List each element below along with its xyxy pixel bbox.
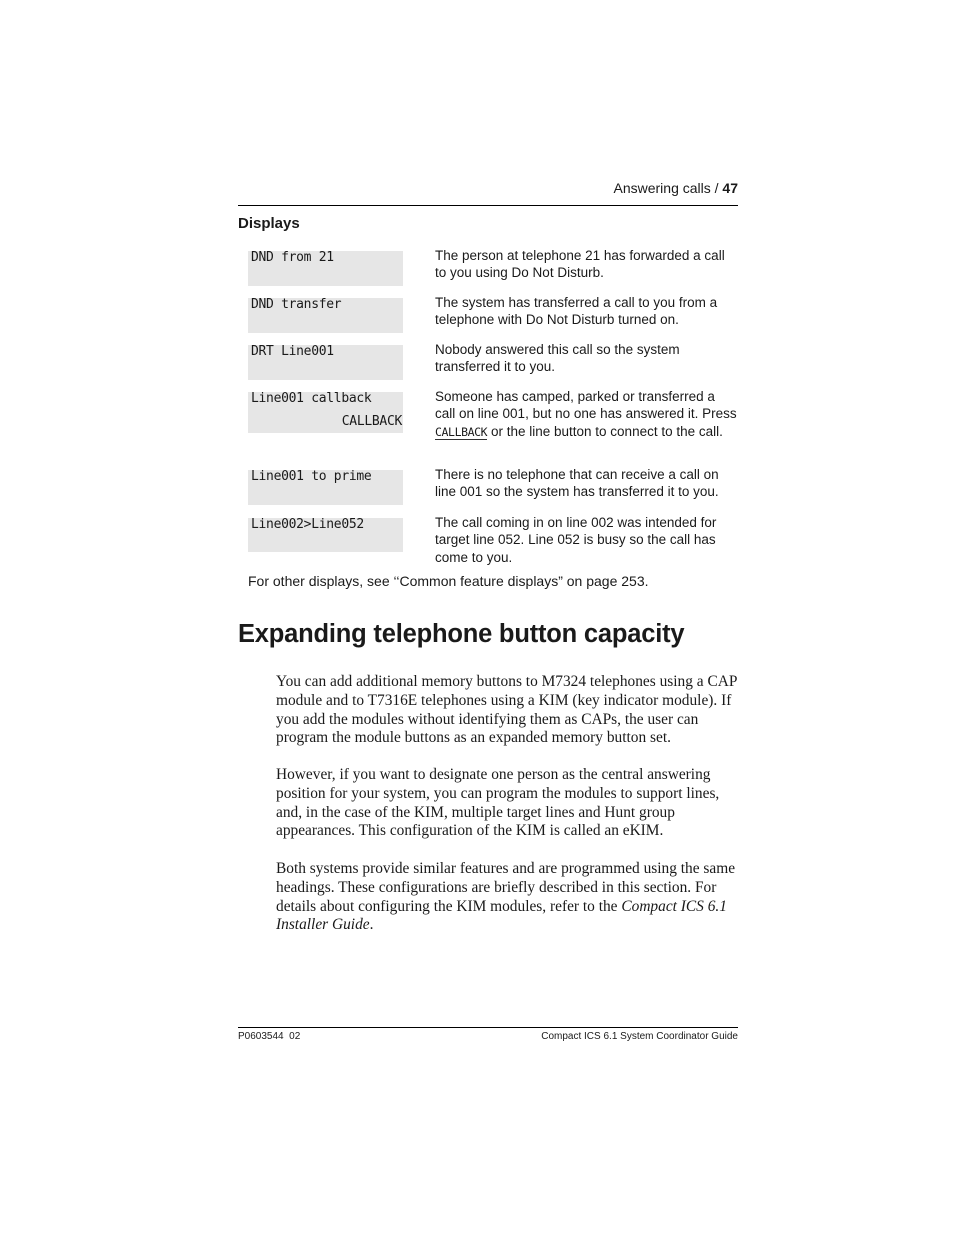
callback-softkey: CALLBACK bbox=[435, 424, 488, 439]
page-number: 47 bbox=[722, 180, 738, 196]
body-paragraph bbox=[276, 860, 740, 935]
display-description: Nobody answered this call so the system transferred it to you. bbox=[435, 342, 680, 375]
header-rule bbox=[238, 205, 738, 206]
header-separator: / bbox=[714, 180, 719, 196]
displays-title: Displays bbox=[238, 215, 300, 232]
running-header bbox=[238, 180, 738, 196]
paragraph-text: Both systems provide similar features and are programmed using the same headings. These configurations are briefly described in this section. For details about configuring the KIM modules, refer to the bbox=[276, 860, 736, 915]
paragraph-text: . bbox=[369, 916, 374, 934]
body-paragraph: However, if you want to designate one person as the central answering position for your system, you can program the modules to support lines, and, in the case of the KIM, multiple target lines and Hunt group appearances. This configuration of the KIM is called an eKIM. bbox=[276, 766, 720, 840]
lcd-display bbox=[248, 392, 403, 433]
lcd-display bbox=[248, 298, 403, 333]
lcd-display bbox=[248, 518, 403, 552]
lcd-display bbox=[248, 470, 403, 505]
doc-title: Compact ICS 6.1 System Coordinator Guide bbox=[541, 1031, 738, 1042]
lcd-line-1: DRT Line001 bbox=[251, 344, 334, 359]
lcd-line-1: Line002>Line052 bbox=[251, 517, 364, 532]
lcd-line-1: Line001 callback bbox=[251, 391, 372, 406]
installer-guide-reference: Compact ICS 6.1 Installer Guide bbox=[276, 897, 727, 934]
description-text: or the line button to connect to the call. bbox=[490, 423, 723, 439]
display-description: The system has transferred a call to you from a telephone with Do Not Disturb turned on. bbox=[435, 295, 718, 328]
lcd-line-2-callback: CALLBACK bbox=[341, 414, 402, 429]
display-description: There is no telephone that can receive a call on line 001 so the system has transferred it to you. bbox=[435, 467, 719, 500]
display-description: The call coming in on line 002 was intended for target line 052. Line 052 is busy so the call has come to you. bbox=[435, 515, 717, 565]
doc-number: P0603544 02 bbox=[238, 1031, 301, 1042]
section-heading: Expanding telephone button capacity bbox=[238, 620, 685, 648]
description-text: Someone has camped, parked or transferred a call on line 001, but no one has answered it. Press bbox=[435, 389, 737, 422]
lcd-line-1: DND from 21 bbox=[251, 250, 334, 265]
display-description: The person at telephone 21 has forwarded a call to you using Do Not Disturb. bbox=[435, 248, 725, 281]
other-displays-note: For other displays, see ‘‘Common feature displays” on page 253. bbox=[248, 573, 649, 589]
header-section: Answering calls bbox=[613, 180, 711, 196]
lcd-line-1: DND transfer bbox=[251, 297, 342, 312]
lcd-display bbox=[248, 345, 403, 380]
display-description bbox=[435, 388, 738, 441]
lcd-line-1: Line001 to prime bbox=[251, 469, 372, 484]
lcd-display bbox=[248, 251, 403, 286]
body-paragraph: You can add additional memory buttons to M7324 telephones using a CAP module and to T7316E telephones using a KIM (key indicator module). If you add the modules without identifying them as CAPs, the user can program the module buttons as an expanded memory button set. bbox=[276, 673, 737, 747]
footer-rule bbox=[238, 1027, 738, 1028]
